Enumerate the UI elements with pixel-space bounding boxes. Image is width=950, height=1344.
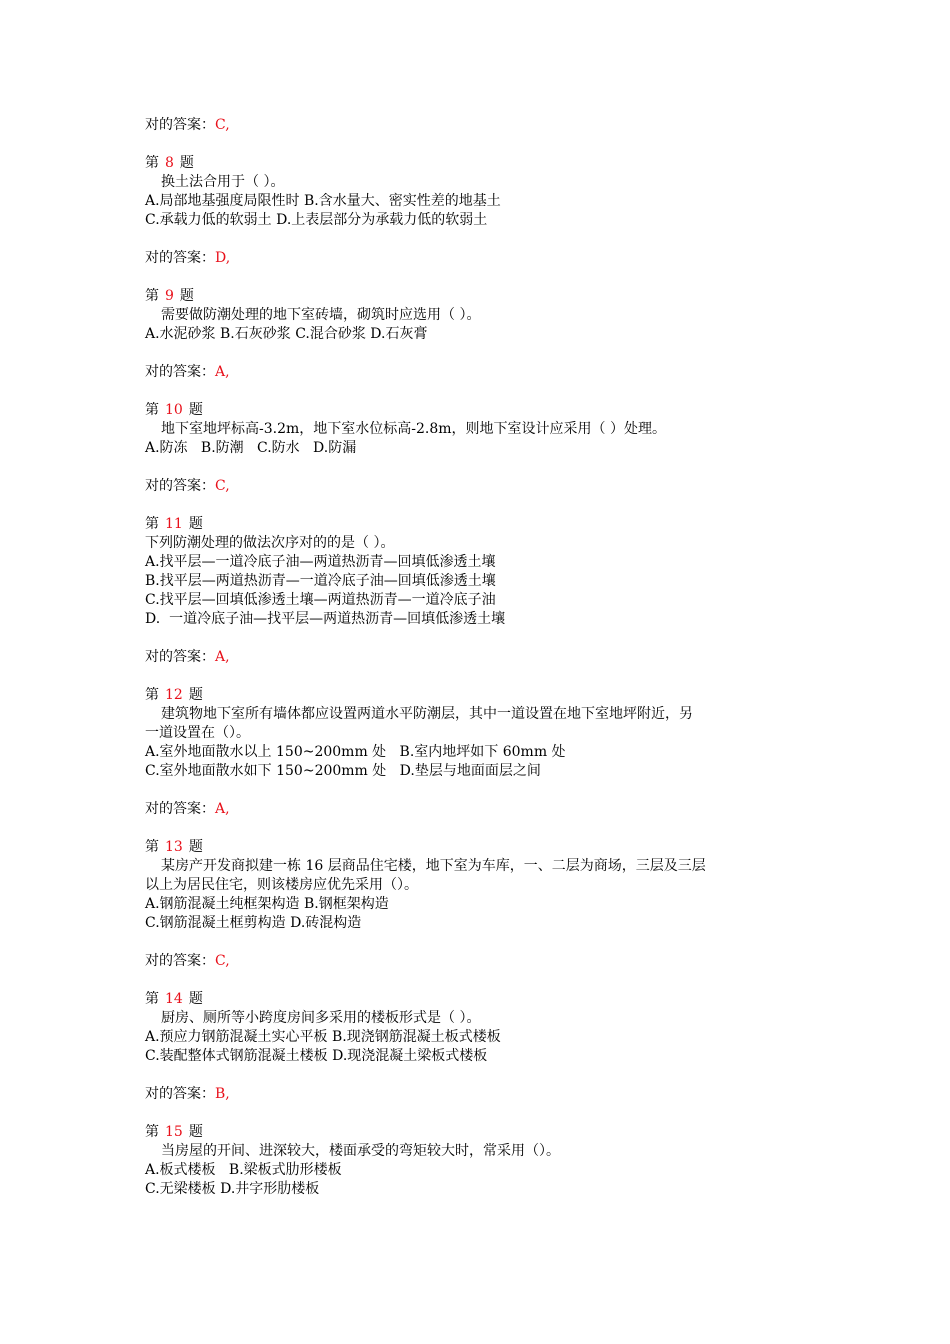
- question-text-line: C.室外地面散水如下 150~200mm 处 D.垫层与地面面层之间: [145, 763, 541, 779]
- question-text-line: C.装配整体式钢筋混凝土楼板 D.现浇混凝土梁板式楼板: [145, 1048, 488, 1064]
- answer-label: 对的答案：: [145, 649, 215, 665]
- question-block: [145, 287, 825, 401]
- question-heading: [145, 287, 825, 306]
- answer-line: [145, 363, 825, 382]
- question-suffix: 题: [188, 839, 203, 855]
- question-heading: [145, 515, 825, 534]
- question-prefix: 第: [145, 1124, 159, 1140]
- answer-line: [145, 648, 825, 667]
- question-block: [145, 515, 825, 686]
- question-heading: [145, 838, 825, 857]
- spacer: [145, 819, 825, 838]
- question-text-line: 某房产开发商拟建一栋 16 层商品住宅楼，地下室为车库，一、二层为商场，三层及三层: [161, 858, 706, 874]
- question-prefix: 第: [145, 687, 159, 703]
- question-text-line: D. 一道冷底子油—找平层—两道热沥青—回填低渗透土壤: [145, 611, 506, 627]
- spacer: [145, 344, 825, 363]
- answer-line: [145, 1085, 825, 1104]
- question-text-line: 一道设置在（）。: [145, 725, 250, 741]
- question-text-line: C.承载力低的软弱土 D.上表层部分为承载力低的软弱土: [145, 212, 488, 228]
- question-heading: [145, 686, 825, 705]
- question-list: [145, 154, 825, 1199]
- question-heading: [145, 990, 825, 1009]
- question-block: [145, 686, 825, 838]
- question-text-line: A.板式楼板 B.梁板式肋形楼板: [145, 1162, 342, 1178]
- question-suffix: 题: [188, 687, 203, 703]
- question-number: 12: [165, 687, 183, 703]
- answer-line: [145, 952, 825, 971]
- answer-label: 对的答案：: [145, 953, 215, 969]
- question-block: [145, 1123, 825, 1199]
- question-block: [145, 838, 825, 990]
- question-number: 14: [165, 991, 183, 1007]
- spacer: [145, 458, 825, 477]
- spacer: [145, 971, 825, 990]
- spacer: [145, 629, 825, 648]
- answer-label: 对的答案：: [145, 1086, 215, 1102]
- question-text-line: A.室外地面散水以上 150~200mm 处 B.室内地坪如下 60mm 处: [145, 744, 566, 760]
- answer-label: 对的答案：: [145, 478, 215, 494]
- question-prefix: 第: [145, 155, 159, 171]
- question-number: 15: [165, 1124, 183, 1140]
- question-text-line: A.水泥砂浆 B.石灰砂浆 C.混合砂浆 D.石灰膏: [145, 326, 428, 342]
- question-text-line: 厨房、厕所等小跨度房间多采用的楼板形式是（ ）。: [161, 1010, 481, 1026]
- question-heading: [145, 1123, 825, 1142]
- spacer: [145, 496, 825, 515]
- question-number: 13: [165, 839, 183, 855]
- spacer: [145, 667, 825, 686]
- answer-line: [145, 116, 825, 135]
- question-block: [145, 401, 825, 515]
- question-suffix: 题: [188, 402, 203, 418]
- spacer: [145, 230, 825, 249]
- question-number: 11: [165, 516, 183, 532]
- question-prefix: 第: [145, 402, 159, 418]
- answer-value: C,: [215, 117, 230, 133]
- answer-value: A,: [215, 364, 230, 380]
- question-block: [145, 990, 825, 1123]
- question-text-line: 地下室地坪标高-3.2m，地下室水位标高-2.8m，则地下室设计应采用（ ）处理。: [161, 421, 666, 437]
- question-text-line: A.局部地基强度局限性时 B.含水量大、密实性差的地基土: [145, 193, 501, 209]
- question-text-line: 下列防潮处理的做法次序对的的是（ ）。: [145, 535, 395, 551]
- question-text-line: 以上为居民住宅，则该楼房应优先采用（）。: [145, 877, 418, 893]
- question-prefix: 第: [145, 288, 159, 304]
- question-number: 9: [165, 288, 174, 304]
- question-suffix: 题: [188, 516, 203, 532]
- answer-value: D,: [215, 250, 231, 266]
- question-text-line: 建筑物地下室所有墙体都应设置两道水平防潮层，其中一道设置在地下室地坪附近，另: [161, 706, 693, 722]
- question-text-line: C.钢筋混凝土框剪构造 D.砖混构造: [145, 915, 362, 931]
- question-text-line: C.找平层—回填低渗透土壤—两道热沥青—一道冷底子油: [145, 592, 496, 608]
- question-number: 8: [165, 155, 174, 171]
- question-text-line: 换土法合用于（ ）。: [161, 174, 285, 190]
- document-page: [145, 116, 825, 1199]
- question-heading: [145, 401, 825, 420]
- question-suffix: 题: [188, 991, 203, 1007]
- spacer: [145, 1104, 825, 1123]
- spacer: [145, 933, 825, 952]
- question-text-line: A.预应力钢筋混凝土实心平板 B.现浇钢筋混凝土板式楼板: [145, 1029, 501, 1045]
- question-suffix: 题: [179, 288, 194, 304]
- question-text-line: A.找平层—一道冷底子油—两道热沥青—回填低渗透土壤: [145, 554, 496, 570]
- question-text-line: 需要做防潮处理的地下室砖墙，砌筑时应选用（ ）。: [161, 307, 481, 323]
- question-block: [145, 154, 825, 287]
- question-text-line: C.无梁楼板 D.井字形肋楼板: [145, 1181, 320, 1197]
- spacer: [145, 268, 825, 287]
- answer-label: 对的答案：: [145, 364, 215, 380]
- question-suffix: 题: [179, 155, 194, 171]
- question-heading: [145, 154, 825, 173]
- answer-value: A,: [215, 801, 230, 817]
- answer-label: 对的答案：: [145, 801, 215, 817]
- spacer: [145, 1066, 825, 1085]
- answer-label: 对的答案：: [145, 250, 215, 266]
- answer-line: [145, 477, 825, 496]
- answer-line: [145, 249, 825, 268]
- answer-line: [145, 800, 825, 819]
- question-suffix: 题: [188, 1124, 203, 1140]
- question-prefix: 第: [145, 839, 159, 855]
- question-prefix: 第: [145, 516, 159, 532]
- answer-value: C,: [215, 478, 230, 494]
- question-prefix: 第: [145, 991, 159, 1007]
- answer-label: 对的答案：: [145, 117, 215, 133]
- answer-value: A,: [215, 649, 230, 665]
- question-number: 10: [165, 402, 183, 418]
- question-text-line: A.钢筋混凝土纯框架构造 B.钢框架构造: [145, 896, 389, 912]
- answer-value: B,: [215, 1086, 230, 1102]
- question-text-line: B.找平层—两道热沥青—一道冷底子油—回填低渗透土壤: [145, 573, 496, 589]
- question-text-line: A.防冻 B.防潮 C.防水 D.防漏: [145, 440, 357, 456]
- answer-value: C,: [215, 953, 230, 969]
- question-text-line: 当房屋的开间、进深较大，楼面承受的弯矩较大时，常采用（）。: [161, 1143, 560, 1159]
- spacer: [145, 382, 825, 401]
- spacer: [145, 781, 825, 800]
